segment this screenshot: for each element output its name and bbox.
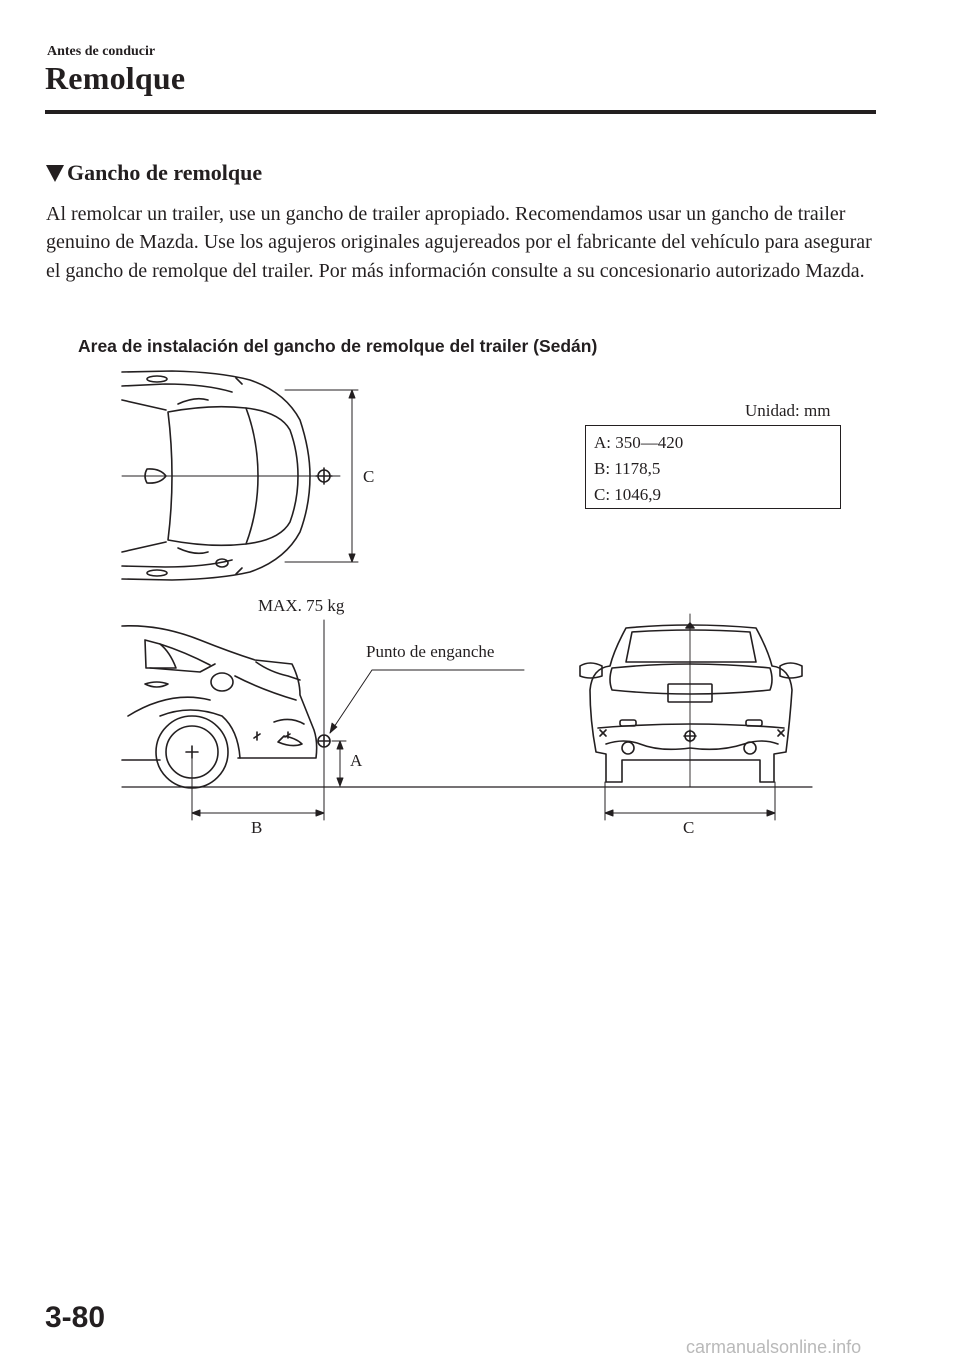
topic-heading-text: Gancho de remolque [67, 160, 263, 185]
page-title: Remolque [45, 60, 186, 96]
max-load-label: MAX. 75 kg [258, 596, 345, 615]
spec-row-c: C: 1046,9 [594, 485, 662, 504]
car-rear-view [580, 614, 802, 787]
dimension-label-c-rear: C [683, 818, 695, 837]
dimension-label-b: B [251, 818, 263, 837]
car-side-view [122, 626, 317, 760]
spec-box [585, 425, 841, 509]
watermark: carmanualsonline.info [686, 1337, 862, 1357]
hitch-point-label: Punto de enganche [366, 642, 495, 661]
page-number: 3-80 [45, 1301, 106, 1334]
section-label: Antes de conducir [47, 44, 156, 59]
dimension-label-c-top: C [363, 467, 375, 486]
figure-caption: Area de instalación del gancho de remolque del trailer (Sedán) [78, 336, 598, 356]
spec-row-a: A: 350—420 [594, 433, 684, 452]
topic-heading [46, 160, 262, 186]
hitch-point-marker-top [316, 468, 332, 484]
hitch-point-marker-side [318, 735, 330, 747]
dimension-c-rear [605, 782, 775, 820]
hitch-point-marker-rear [684, 730, 696, 742]
topic-body: Al remolcar un trailer, use un gancho de trailer apropiado. Recomendamos usar un gancho de trailer genuino de Mazda. Use los agujeros originales agujereados por el fabricante del vehículo para asegurar el gancho de remolque del trailer. Por más información consulte a su concesionario autorizado Mazda. [46, 203, 872, 282]
dimension-label-a: A [350, 751, 363, 770]
units-label: Unidad: mm [745, 401, 831, 420]
dimension-a [332, 741, 346, 786]
spec-row-b: B: 1178,5 [594, 459, 661, 478]
car-top-view [122, 371, 340, 580]
hitch-point-leader [330, 670, 524, 733]
triangle-marker-icon [46, 165, 64, 182]
title-divider [45, 110, 876, 114]
